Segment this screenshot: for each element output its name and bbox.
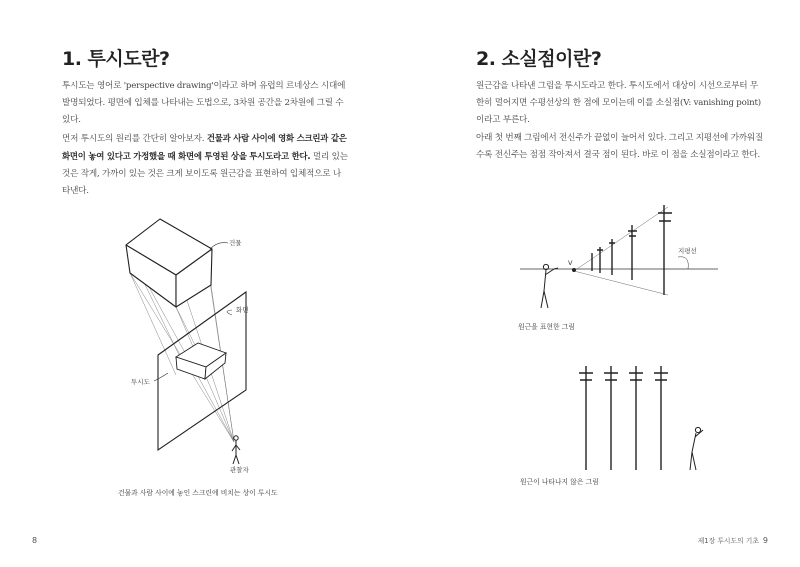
paragraph-intro: 투시도는 영어로 'perspective drawing'이라고 하며 유럽의 르네상스 시대에 발명되었다. 평면에 입체를 나타내는 도법으로, 3차원 공간을 2차원에 그릴 수 있다. [62,81,346,125]
figure-caption-perspective-drawn: 원근을 표현한 그림 [518,323,575,331]
section-heading-vanishing-point: 2. 소실점이란? [476,48,602,70]
paragraph-principle-end: 멀리 있는 것은 작게, 가까이 있는 것은 크게 보이도록 원근감을 표현하여 입체적으로 나타낸다. [62,152,348,196]
paragraph-vanishing-example: 아래 첫 번째 그림에서 전신주가 끝없이 늘어서 있다. 그리고 지평선에 가까워질수록 전신주는 점점 작아져서 결국 점이 된다. 바로 이 점을 소실점이라고 한다. [476,133,764,160]
paragraph-principle-emphasis: 건물과 사람 사이에 영화 스크린과 같은 화면이 놓여 있다고 가정했을 때 화면에 투영된 상을 투시도라고 한다. [62,133,347,161]
label-perspective: 투시도 [131,378,150,386]
label-screen: 화면 [236,306,249,314]
perspective-screen-figure [0,205,400,485]
viewer-looking-up [690,427,703,470]
paragraph-principle-start: 먼저 투시도의 원리를 간단히 알아보자. [62,134,207,144]
page-number-left: 8 [32,536,38,545]
no-perspective-figure [400,358,800,478]
running-footer [698,535,768,545]
sight-lines [574,207,668,295]
viewer-figure [541,264,558,308]
figure-caption-no-perspective: 원근이 나타나지 않은 그림 [520,478,599,486]
right-page [400,0,800,567]
utility-poles-diminishing [592,205,672,295]
page-number-right: 9 [762,536,768,545]
label-building: 건물 [229,239,242,247]
projected-image [176,343,226,379]
label-observer: 관찰자 [230,466,249,474]
utility-poles-equal [579,366,668,470]
building-shape [126,219,212,307]
paragraph-principle [62,130,348,200]
figure-caption-perspective: 건물과 사람 사이에 놓인 스크린에 비치는 상이 투시도 [118,489,278,497]
running-head: 제1장 투시도의 기초 [697,537,759,545]
label-vanishing-point: V [568,259,573,267]
label-horizon: 지평선 [678,247,697,255]
section-heading-perspective: 1. 투시도란? [62,48,170,70]
vanishing-point-dot [572,268,576,272]
paragraph-vanishing-definition: 원근감을 나타낸 그림을 투시도라고 한다. 투시도에서 대상이 시선으로부터 무한히 멀어지면 수평선상의 한 점에 모이는데 이를 소실점(V: vanishing point)이라고 부른다. [476,81,761,125]
horizon-pointer [678,257,688,269]
vanishing-point-figure [400,195,800,330]
